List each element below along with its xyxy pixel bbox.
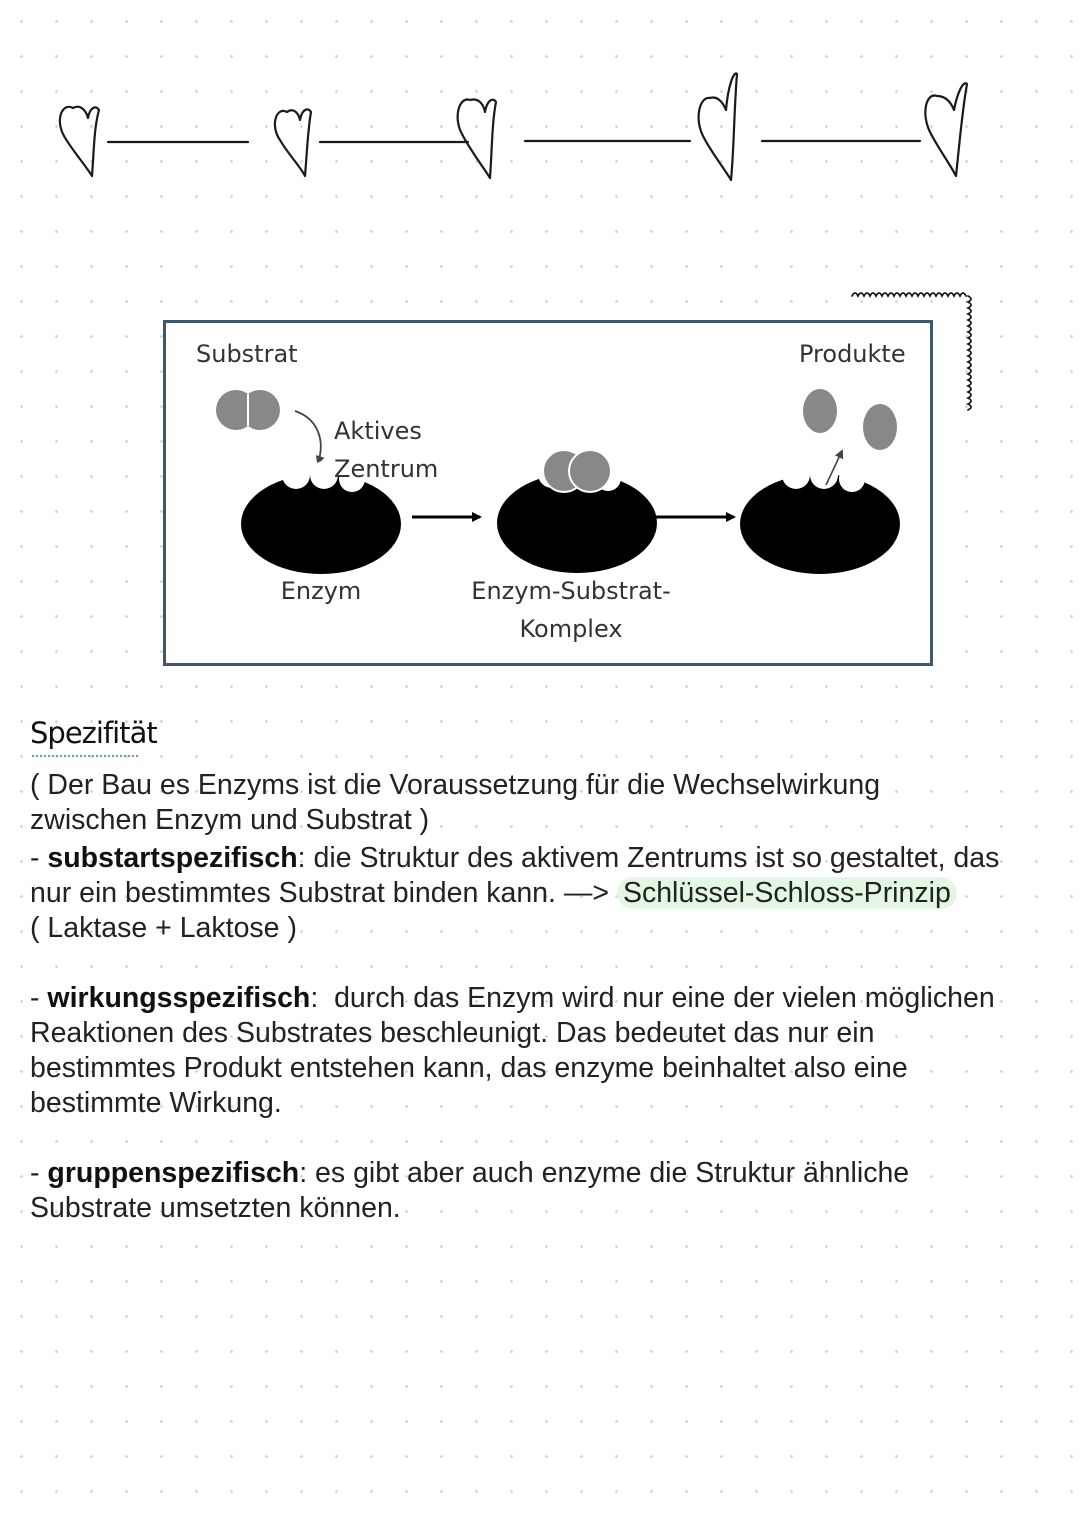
item-text: durch das Enzym wird nur eine der vielen möglichen xyxy=(318,982,995,1014)
item-text: bestimmtes Produkt entstehen kann, das enzyme beinhaltet also eine xyxy=(30,1052,908,1084)
substrate-to-active-site-arrow xyxy=(295,411,321,463)
intro-line-1: ( Der Bau es Enzyms ist die Voraussetzung für die Wechselwirkung xyxy=(30,769,881,801)
product-molecule-1 xyxy=(803,389,837,433)
item-substratspezifisch xyxy=(30,841,1070,946)
diagram-graphics xyxy=(166,323,930,663)
item-text: nur ein bestimmtes Substrat binden kann. —> xyxy=(30,877,617,909)
label-komplex-line1: Enzym-Substrat- xyxy=(471,577,671,605)
highlight-schluessel-schloss-prinzip: Schlüssel-Schloss-Prinzip xyxy=(617,877,957,909)
item-text: bestimmte Wirkung. xyxy=(30,1087,282,1119)
example-text: ( Laktase + Laktose ) xyxy=(30,912,297,944)
label-produkte: Produkte xyxy=(799,340,906,368)
colon: : xyxy=(310,982,319,1014)
term-gruppenspezifisch: gruppenspezifisch xyxy=(47,1157,300,1189)
intro-paragraph xyxy=(30,768,1070,838)
item-wirkungsspezifisch xyxy=(30,981,1070,1121)
term-substratspezifisch: substartspezifisch xyxy=(47,842,298,874)
item-text: Reaktionen des Substrates beschleunigt. Das bedeutet das nur ein xyxy=(30,1017,875,1049)
bullet-dash: - xyxy=(30,1157,48,1189)
substrate-molecule xyxy=(216,390,280,430)
heading-underline xyxy=(32,755,138,757)
colon: : xyxy=(297,842,306,874)
product-molecule-2 xyxy=(863,404,897,450)
label-komplex-line2: Komplex xyxy=(519,615,623,643)
colon: : xyxy=(299,1157,308,1189)
item-text: es gibt aber auch enzyme die Struktur ähnliche xyxy=(307,1157,910,1189)
enzyme-substrate-complex xyxy=(497,450,657,573)
bullet-dash: - xyxy=(30,982,48,1014)
label-enzym: Enzym xyxy=(280,577,362,605)
label-substrat: Substrat xyxy=(196,340,298,368)
item-text: die Struktur des aktivem Zentrums ist so gestaltet, das xyxy=(305,842,1000,874)
label-aktives: Aktives xyxy=(334,417,422,445)
bullet-dash: - xyxy=(30,842,48,874)
term-wirkungsspezifisch: wirkungsspezifisch xyxy=(47,982,311,1014)
intro-line-2: zwischen Enzym und Substrat ) xyxy=(30,804,430,836)
label-zentrum: Zentrum xyxy=(334,455,439,483)
item-gruppenspezifisch xyxy=(30,1156,1070,1226)
enzyme-substrate-diagram xyxy=(163,320,933,666)
section-heading: Spezifität xyxy=(30,716,157,750)
item-text: Substrate umsetzten können. xyxy=(30,1192,401,1224)
enzyme-released xyxy=(740,461,900,574)
